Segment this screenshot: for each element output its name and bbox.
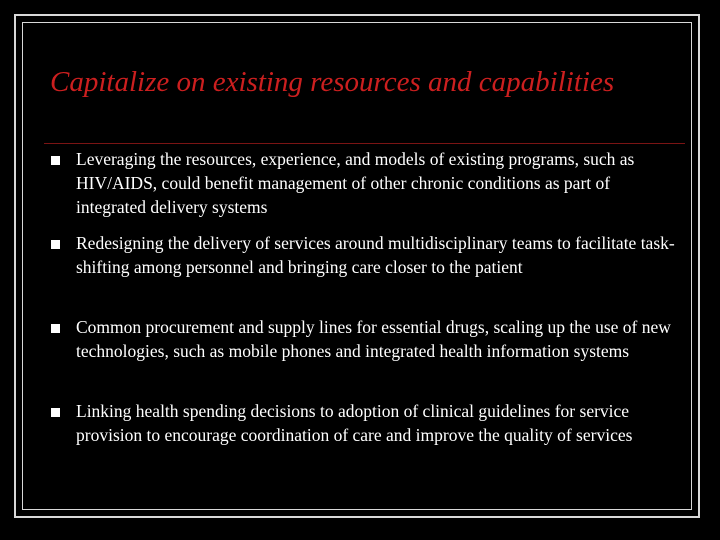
slide-title: Capitalize on existing resources and capabilities (50, 66, 615, 98)
title-divider (44, 143, 685, 144)
bullet-text: Linking health spending decisions to adoption of clinical guidelines for service provision to encourage coordination of care and improve the quality of services (76, 401, 633, 445)
bullet-text: Redesigning the delivery of services around multidisciplinary teams to facilitate task-shifting among personnel and bringing care closer to the patient (76, 233, 675, 277)
square-bullet-icon (51, 408, 60, 417)
bullet-text: Leveraging the resources, experience, and models of existing programs, such as HIV/AIDS, could benefit management of other chronic conditions as part of integrated delivery systems (76, 149, 635, 217)
square-bullet-icon (51, 324, 60, 333)
bullet-text: Common procurement and supply lines for essential drugs, scaling up the use of new technologies, such as mobile phones and integrated health information systems (76, 317, 671, 361)
square-bullet-icon (51, 156, 60, 165)
square-bullet-icon (51, 240, 60, 249)
